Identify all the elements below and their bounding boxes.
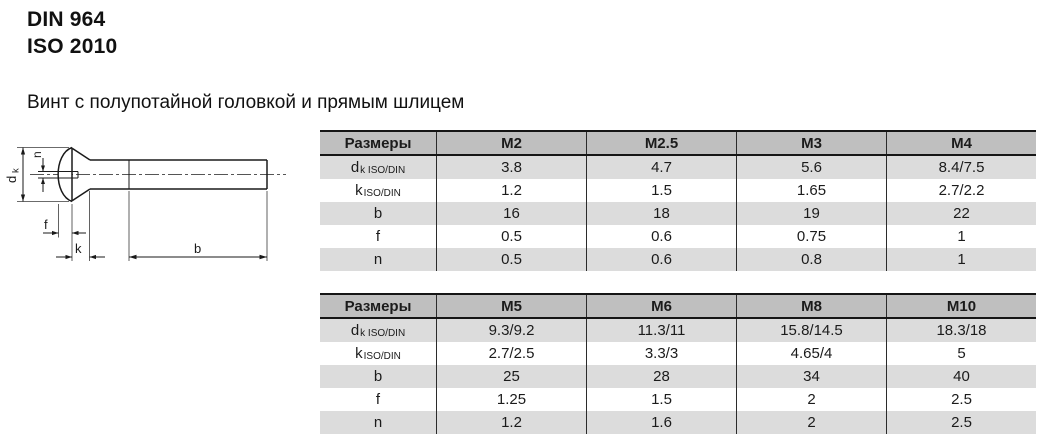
row-label-f: f — [375, 391, 381, 408]
row-label-k: k ISO/DIN — [355, 345, 401, 362]
value-cell: 28 — [586, 365, 736, 388]
value-cell: 16 — [436, 202, 586, 225]
dimension-label-dk-sub: k — [10, 168, 22, 173]
row-label-k: k ISO/DIN — [355, 182, 401, 199]
value-cell: 19 — [736, 202, 886, 225]
value-cell: 9.3/9.2 — [436, 319, 586, 342]
value-cell: 2.7/2.2 — [886, 179, 1036, 202]
row-label-subscript: k ISO/DIN — [360, 327, 406, 339]
column-header-m5: M5 — [436, 295, 586, 317]
value-cell: 1.6 — [586, 411, 736, 434]
value-cell: 1.5 — [586, 179, 736, 202]
value-cell: 1.2 — [436, 411, 586, 434]
dimension-table-m2-m4 — [320, 130, 1036, 271]
value-cell: 0.75 — [736, 225, 886, 248]
column-header-sizes: Размеры — [344, 134, 412, 152]
iso-standard-title: ISO 2010 — [27, 35, 118, 58]
value-cell: 0.8 — [736, 248, 886, 271]
value-cell: 2 — [736, 411, 886, 434]
value-cell: 0.6 — [586, 225, 736, 248]
row-label-n: n — [373, 414, 383, 431]
table-row-k — [320, 179, 1036, 202]
value-cell: 5.6 — [736, 156, 886, 179]
value-cell: 0.5 — [436, 225, 586, 248]
value-cell: 1.65 — [736, 179, 886, 202]
dimension-table-m5-m10 — [320, 293, 1036, 434]
page-subtitle: Винт с полупотайной головкой и прямым шлицем — [27, 92, 465, 113]
value-cell: 2.7/2.5 — [436, 342, 586, 365]
row-label-b: b — [373, 368, 383, 385]
dimension-label-b: b — [194, 241, 202, 256]
value-cell: 2.5 — [886, 411, 1036, 434]
column-header-m4: M4 — [886, 132, 1036, 154]
value-cell: 1 — [886, 248, 1036, 271]
value-cell: 0.5 — [436, 248, 586, 271]
column-header-m8: M8 — [736, 295, 886, 317]
column-header-m10: M10 — [886, 295, 1036, 317]
column-header-m3: M3 — [736, 132, 886, 154]
value-cell: 2 — [736, 388, 886, 411]
column-header-m2: M2 — [436, 132, 586, 154]
table-row-f — [320, 225, 1036, 248]
value-cell: 3.8 — [436, 156, 586, 179]
dimension-label-k: k — [75, 241, 82, 256]
value-cell: 0.6 — [586, 248, 736, 271]
value-cell: 4.7 — [586, 156, 736, 179]
value-cell: 34 — [736, 365, 886, 388]
table-row-d — [320, 156, 1036, 179]
dimension-label-f: f — [44, 217, 48, 232]
value-cell: 3.3/3 — [586, 342, 736, 365]
value-cell: 18 — [586, 202, 736, 225]
row-label-f: f — [375, 228, 381, 245]
value-cell: 11.3/11 — [586, 319, 736, 342]
value-cell: 1.25 — [436, 388, 586, 411]
value-cell: 5 — [886, 342, 1036, 365]
row-label-b: b — [373, 205, 383, 222]
dimension-arrows — [21, 148, 267, 260]
table-row-b — [320, 202, 1036, 225]
column-header-m2.5: M2.5 — [586, 132, 736, 154]
dimension-label-n: n — [30, 151, 44, 158]
extension-lines — [17, 148, 267, 262]
row-label-d: d k ISO/DIN — [350, 322, 406, 339]
row-label-d: d k ISO/DIN — [350, 159, 406, 176]
column-header-m6: M6 — [586, 295, 736, 317]
value-cell: 18.3/18 — [886, 319, 1036, 342]
row-label-n: n — [373, 251, 383, 268]
value-cell: 22 — [886, 202, 1036, 225]
dimension-label-dk: d — [4, 175, 19, 183]
value-cell: 40 — [886, 365, 1036, 388]
table-row-d — [320, 319, 1036, 342]
value-cell: 1 — [886, 225, 1036, 248]
row-label-subscript: k ISO/DIN — [360, 164, 406, 176]
screw-technical-drawing — [0, 130, 312, 280]
row-label-subscript: ISO/DIN — [363, 350, 401, 362]
table-header-row — [320, 132, 1036, 156]
value-cell: 1.5 — [586, 388, 736, 411]
value-cell: 4.65/4 — [736, 342, 886, 365]
table-row-n — [320, 248, 1036, 271]
table-row-k — [320, 342, 1036, 365]
table-row-b — [320, 365, 1036, 388]
value-cell: 25 — [436, 365, 586, 388]
column-header-sizes: Размеры — [344, 297, 412, 315]
value-cell: 15.8/14.5 — [736, 319, 886, 342]
table-row-f — [320, 388, 1036, 411]
table-header-row — [320, 295, 1036, 319]
value-cell: 2.5 — [886, 388, 1036, 411]
row-label-subscript: ISO/DIN — [363, 187, 401, 199]
table-row-n — [320, 411, 1036, 434]
value-cell: 8.4/7.5 — [886, 156, 1036, 179]
din-standard-title: DIN 964 — [27, 8, 106, 31]
value-cell: 1.2 — [436, 179, 586, 202]
